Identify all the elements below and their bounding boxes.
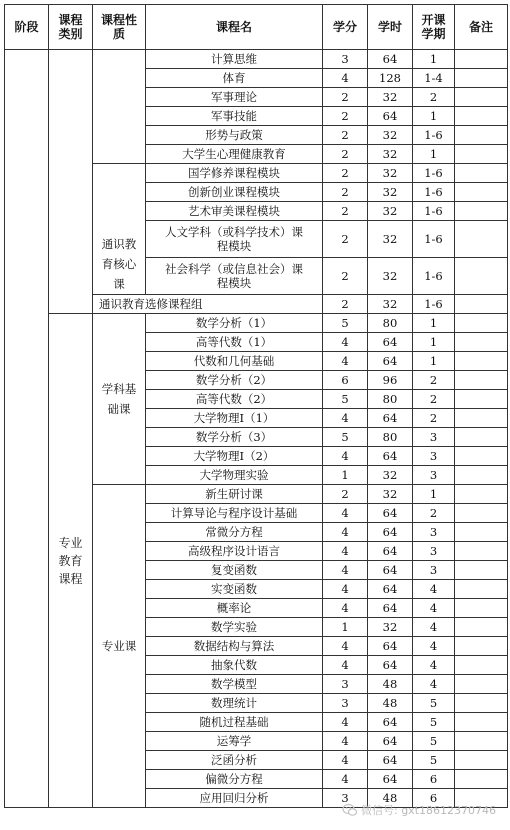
course-name: 创新创业课程模块 (146, 183, 323, 202)
course-hours: 48 (368, 694, 413, 713)
course-hours: 64 (368, 447, 413, 466)
course-credits: 2 (323, 221, 368, 258)
course-notes (455, 390, 508, 409)
course-hours: 128 (368, 69, 413, 88)
course-notes (455, 599, 508, 618)
course-name: 数学分析（2） (146, 371, 323, 390)
course-credits: 4 (323, 523, 368, 542)
course-semester: 2 (413, 409, 455, 428)
course-name: 数理统计 (146, 694, 323, 713)
course-hours: 32 (368, 618, 413, 637)
course-credits: 4 (323, 69, 368, 88)
course-name: 数学实验 (146, 618, 323, 637)
course-credits: 1 (323, 618, 368, 637)
course-name: 应用回归分析 (146, 789, 323, 808)
course-semester: 6 (413, 770, 455, 789)
course-notes (455, 202, 508, 221)
course-notes (455, 751, 508, 770)
course-name: 军事技能 (146, 107, 323, 126)
header-course: 课程名 (146, 5, 323, 50)
course-notes (455, 618, 508, 637)
course-notes (455, 371, 508, 390)
course-semester: 1 (413, 107, 455, 126)
course-hours: 64 (368, 751, 413, 770)
course-name: 泛函分析 (146, 751, 323, 770)
course-name: 高级程序设计语言 (146, 542, 323, 561)
course-name: 常微分方程 (146, 523, 323, 542)
course-semester: 1-6 (413, 221, 455, 258)
course-semester: 5 (413, 713, 455, 732)
course-notes (455, 713, 508, 732)
course-credits: 5 (323, 390, 368, 409)
course-credits: 2 (323, 88, 368, 107)
header-nature: 课程性 质 (93, 5, 146, 50)
course-semester: 2 (413, 88, 455, 107)
course-credits: 2 (323, 126, 368, 145)
course-semester: 5 (413, 732, 455, 751)
course-notes (455, 770, 508, 789)
course-hours: 64 (368, 656, 413, 675)
course-name: 国学修养课程模块 (146, 164, 323, 183)
category-cell-empty (49, 50, 93, 314)
course-credits: 4 (323, 333, 368, 352)
header-semester: 开课 学期 (413, 5, 455, 50)
course-notes (455, 580, 508, 599)
course-name: 计算导论与程序设计基础 (146, 504, 323, 523)
header-stage: 阶段 (5, 5, 49, 50)
course-notes (455, 107, 508, 126)
course-semester: 4 (413, 618, 455, 637)
course-credits: 5 (323, 428, 368, 447)
course-notes (455, 295, 508, 314)
course-name: 新生研讨课 (146, 485, 323, 504)
course-hours: 64 (368, 50, 413, 69)
course-hours: 64 (368, 333, 413, 352)
course-credits: 4 (323, 770, 368, 789)
course-semester: 3 (413, 447, 455, 466)
course-notes (455, 183, 508, 202)
course-credits: 2 (323, 202, 368, 221)
course-notes (455, 258, 508, 295)
course-semester: 1-6 (413, 258, 455, 295)
course-name: 随机过程基础 (146, 713, 323, 732)
course-hours: 64 (368, 504, 413, 523)
course-hours: 80 (368, 428, 413, 447)
course-hours: 64 (368, 523, 413, 542)
course-credits: 3 (323, 694, 368, 713)
course-notes (455, 447, 508, 466)
course-semester: 4 (413, 599, 455, 618)
table-row (5, 50, 508, 69)
course-notes (455, 50, 508, 69)
stage-cell (5, 50, 49, 808)
header-row (5, 5, 508, 50)
course-semester: 1-6 (413, 164, 455, 183)
course-credits: 4 (323, 409, 368, 428)
header-category: 课程 类别 (49, 5, 93, 50)
course-semester: 1 (413, 145, 455, 164)
course-name: 运筹学 (146, 732, 323, 751)
course-credits: 1 (323, 466, 368, 485)
course-name: 人文学科（或科学技术）课 程模块 (146, 221, 323, 258)
watermark-text: 微信号: gxt18612370746 (361, 804, 496, 817)
course-name: 高等代数（1） (146, 333, 323, 352)
course-notes (455, 504, 508, 523)
course-semester: 1 (413, 50, 455, 69)
course-name: 数据结构与算法 (146, 637, 323, 656)
course-credits: 6 (323, 371, 368, 390)
course-name: 数学分析（1） (146, 314, 323, 333)
course-name: 实变函数 (146, 580, 323, 599)
course-notes (455, 523, 508, 542)
course-semester: 5 (413, 751, 455, 770)
course-name: 大学物理Ⅰ（2） (146, 447, 323, 466)
course-semester: 1 (413, 352, 455, 371)
course-notes (455, 69, 508, 88)
course-name: 大学生心理健康教育 (146, 145, 323, 164)
course-name: 艺术审美课程模块 (146, 202, 323, 221)
course-hours: 96 (368, 371, 413, 390)
course-hours: 48 (368, 675, 413, 694)
course-name: 数学模型 (146, 675, 323, 694)
course-credits: 3 (323, 675, 368, 694)
course-hours: 32 (368, 126, 413, 145)
course-hours: 32 (368, 164, 413, 183)
course-hours: 64 (368, 713, 413, 732)
course-notes (455, 466, 508, 485)
course-name: 复变函数 (146, 561, 323, 580)
header-notes: 备注 (455, 5, 508, 50)
course-hours: 32 (368, 485, 413, 504)
course-hours: 32 (368, 258, 413, 295)
course-credits: 4 (323, 352, 368, 371)
course-hours: 64 (368, 637, 413, 656)
course-semester: 1-4 (413, 69, 455, 88)
course-credits: 4 (323, 656, 368, 675)
course-notes (455, 732, 508, 751)
course-notes (455, 145, 508, 164)
course-credits: 2 (323, 183, 368, 202)
course-semester: 2 (413, 371, 455, 390)
course-name: 大学物理Ⅰ（1） (146, 409, 323, 428)
course-semester: 1-6 (413, 202, 455, 221)
course-hours: 80 (368, 314, 413, 333)
course-notes (455, 675, 508, 694)
course-name: 形势与政策 (146, 126, 323, 145)
course-notes (455, 656, 508, 675)
course-semester: 4 (413, 637, 455, 656)
course-semester: 3 (413, 542, 455, 561)
course-credits: 3 (323, 789, 368, 808)
course-semester: 4 (413, 675, 455, 694)
course-credits: 4 (323, 561, 368, 580)
course-hours: 32 (368, 183, 413, 202)
course-hours: 32 (368, 88, 413, 107)
course-hours: 64 (368, 770, 413, 789)
course-name: 社会科学（或信息社会）课 程模块 (146, 258, 323, 295)
wechat-icon (342, 802, 358, 818)
course-credits: 4 (323, 599, 368, 618)
course-notes (455, 637, 508, 656)
course-semester: 1 (413, 485, 455, 504)
nature-cell (93, 50, 146, 164)
course-credits: 2 (323, 258, 368, 295)
course-credits: 5 (323, 314, 368, 333)
nature-cell: 学科基 础课 (93, 314, 146, 485)
course-name: 高等代数（2） (146, 390, 323, 409)
course-credits: 4 (323, 580, 368, 599)
course-hours: 64 (368, 542, 413, 561)
course-name: 计算思维 (146, 50, 323, 69)
course-notes (455, 561, 508, 580)
course-hours: 64 (368, 580, 413, 599)
course-semester: 5 (413, 694, 455, 713)
course-hours: 32 (368, 221, 413, 258)
course-semester: 3 (413, 561, 455, 580)
course-notes (455, 126, 508, 145)
course-name: 体育 (146, 69, 323, 88)
course-notes (455, 333, 508, 352)
course-name: 大学物理实验 (146, 466, 323, 485)
course-semester: 4 (413, 656, 455, 675)
course-notes (455, 314, 508, 333)
course-hours: 48 (368, 789, 413, 808)
course-notes (455, 694, 508, 713)
course-name: 通识教育选修课程组 (93, 295, 323, 314)
course-notes (455, 352, 508, 371)
course-credits: 4 (323, 504, 368, 523)
course-hours: 80 (368, 390, 413, 409)
course-semester: 3 (413, 523, 455, 542)
course-semester: 2 (413, 390, 455, 409)
course-hours: 64 (368, 107, 413, 126)
course-credits: 2 (323, 164, 368, 183)
course-notes (455, 409, 508, 428)
course-credits: 4 (323, 732, 368, 751)
course-credits: 4 (323, 637, 368, 656)
course-credits: 2 (323, 107, 368, 126)
course-hours: 32 (368, 295, 413, 314)
header-hours: 学时 (368, 5, 413, 50)
course-credits: 2 (323, 485, 368, 504)
course-hours: 64 (368, 352, 413, 371)
table-body (5, 50, 508, 808)
course-credits: 2 (323, 145, 368, 164)
course-hours: 32 (368, 145, 413, 164)
course-notes (455, 428, 508, 447)
category-cell: 专业 教育 课程 (49, 314, 93, 808)
course-notes (455, 485, 508, 504)
course-semester: 1-6 (413, 126, 455, 145)
course-semester: 1-6 (413, 295, 455, 314)
course-hours: 64 (368, 599, 413, 618)
course-name: 概率论 (146, 599, 323, 618)
nature-cell: 通识教 育核心 课 (93, 164, 146, 295)
course-credits: 3 (323, 50, 368, 69)
nature-cell: 专业课 (93, 485, 146, 808)
course-semester: 1 (413, 333, 455, 352)
course-semester: 3 (413, 428, 455, 447)
course-credits: 4 (323, 751, 368, 770)
table-row (5, 314, 508, 333)
course-hours: 64 (368, 409, 413, 428)
course-credits: 4 (323, 447, 368, 466)
course-semester: 1-6 (413, 183, 455, 202)
course-semester: 6 (413, 789, 455, 808)
course-credits: 4 (323, 542, 368, 561)
course-notes (455, 164, 508, 183)
course-notes (455, 88, 508, 107)
course-hours: 64 (368, 561, 413, 580)
course-notes (455, 221, 508, 258)
course-name: 代数和几何基础 (146, 352, 323, 371)
course-name: 数学分析（3） (146, 428, 323, 447)
course-name: 偏微分方程 (146, 770, 323, 789)
header-credits: 学分 (323, 5, 368, 50)
course-semester: 2 (413, 504, 455, 523)
course-hours: 32 (368, 466, 413, 485)
course-notes (455, 542, 508, 561)
course-name: 军事理论 (146, 88, 323, 107)
course-credits: 2 (323, 295, 368, 314)
curriculum-table (4, 4, 508, 808)
course-hours: 32 (368, 202, 413, 221)
course-semester: 4 (413, 580, 455, 599)
watermark (342, 802, 496, 818)
course-name: 抽象代数 (146, 656, 323, 675)
course-credits: 4 (323, 713, 368, 732)
course-semester: 3 (413, 466, 455, 485)
course-hours: 64 (368, 732, 413, 751)
course-semester: 1 (413, 314, 455, 333)
